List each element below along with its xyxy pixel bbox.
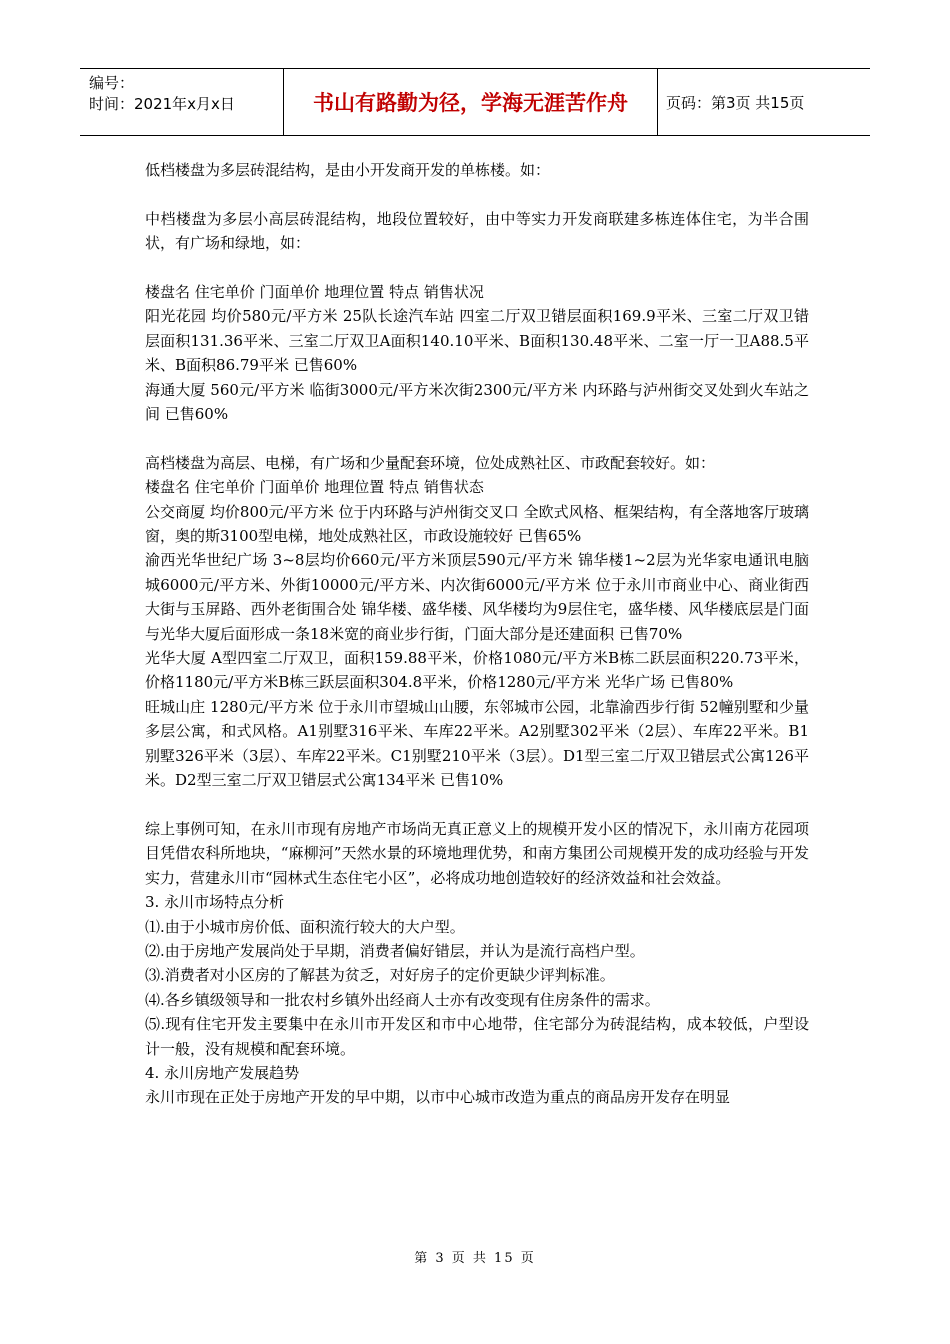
body-paragraph: 旺城山庄 1280元/平方米 位于永川市望城山山腰，东邻城市公园，北靠渝西步行街 52幢别墅和少量多层公寓，和式风格。A1别墅316平米、车库22平米。A2别墅302平米（2层）、车库22平米。B1别墅326平米（3层）、车库22平米。C1别墅210平米（3层）。D1型三室二厅双卫错层式公寓126平米。D2型三室二厅双卫错层式公寓134平米 已售10% bbox=[145, 697, 809, 790]
body-paragraph: ⑵.由于房地产发展尚处于早期，消费者偏好错层，并认为是流行高档户型。 bbox=[145, 941, 645, 960]
document-code-label: 编号： bbox=[89, 74, 135, 92]
body-paragraph: 光华大厦 A型四室二厅双卫，面积159.88平米，价格1080元/平方米B栋二跃层面积220.73平米，价格1180元/平方米B栋三跃层面积304.8平米，价格1280元/平方米 光华广场 已售80% bbox=[145, 649, 809, 692]
body-paragraph: 综上事例可知，在永川市现有房地产市场尚无真正意义上的规模开发小区的情况下，永川南方花园项目凭借农科所地块，“麻柳河”天然水景的环境地理优势，和南方集团公司规模开发的成功经验与开发实力，营建永川市“园林式生态住宅小区”，必将成功地创造较好的经济效益和社会效益。 bbox=[145, 819, 809, 887]
header-motto: 书山有路勤为径，学海无涯苦作舟 bbox=[313, 91, 628, 115]
body-paragraph: ⑸.现有住宅开发主要集中在永川市开发区和市中心地带，住宅部分为砖混结构，成本较低，户型设计一般，没有规模和配套环境。 bbox=[145, 1015, 809, 1058]
paragraph-spacer bbox=[145, 426, 809, 450]
body-paragraph: 楼盘名 住宅单价 门面单价 地理位置 特点 销售状况 bbox=[145, 283, 484, 301]
body-paragraph: 楼盘名 住宅单价 门面单价 地理位置 特点 销售状态 bbox=[145, 478, 484, 497]
body-paragraph: 高档楼盘为高层、电梯，有广场和少量配套环境，位处成熟社区、市政配套较好。如： bbox=[145, 453, 716, 472]
document-date-label: 时间：2021年x月x日 bbox=[89, 95, 235, 113]
body-paragraph: 低档楼盘为多层砖混结构，是由小开发商开发的单栋楼。如： bbox=[145, 161, 551, 179]
paragraph-spacer bbox=[145, 256, 809, 280]
header-motto-cell bbox=[284, 69, 658, 135]
header-page-number: 页码：第3页 共15页 bbox=[666, 93, 805, 112]
paragraph-spacer bbox=[145, 793, 809, 817]
footer-page-number: 第 3 页 共 15 页 bbox=[414, 1251, 536, 1266]
paragraph-spacer bbox=[145, 182, 809, 206]
body-paragraph: 中档楼盘为多层小高层砖混结构，地段位置较好，由中等实力开发商联建多栋连体住宅，为半合围状，有广场和绿地，如： bbox=[145, 209, 809, 253]
body-paragraph: 渝西光华世纪广场 3~8层均价660元/平方米顶层590元/平方米 锦华楼1~2层为光华家电通讯电脑城6000元/平方米、外街10000元/平方米、内次街6000元/平方米 位于永川市商业中心、商业街西大街与玉屏路、西外老街围合处 锦华楼、盛华楼、风华楼均为9层住宅，盛华楼、风华楼底层是门面与光华大厦后面形成一条18米宽的商业步行街，门面大部分是还建面积 已售70% bbox=[145, 551, 809, 643]
page-footer bbox=[0, 1247, 950, 1266]
body-paragraph: ⑴.由于小城市房价低、面积流行较大的大户型。 bbox=[145, 917, 465, 936]
body-paragraph: 3. 永川市场特点分析 bbox=[145, 893, 285, 912]
body-paragraph: 永川市现在正处于房地产开发的早中期，以市中心城市改造为重点的商品房开发存在明显 bbox=[145, 1088, 731, 1107]
document-body bbox=[145, 158, 809, 1110]
body-paragraph: ⑷.各乡镇级领导和一批农村乡镇外出经商人士亦有改变现有住房条件的需求。 bbox=[145, 990, 660, 1009]
body-paragraph: 4. 永川房地产发展趋势 bbox=[145, 1063, 300, 1082]
body-paragraph: 公交商厦 均价800元/平方米 位于内环路与泸州街交叉口 全欧式风格、框架结构，有全落地客厅玻璃窗，奥的斯3100型电梯，地处成熟社区，市政设施较好 已售65% bbox=[145, 502, 809, 546]
body-paragraph: 阳光花园 均价580元/平方米 25队长途汽车站 四室二厅双卫错层面积169.9平米、三室二厅双卫错层面积131.36平米、三室二厅双卫A面积140.10平米、B面积130.48平米、二室一厅一卫A88.5平米、B面积86.79平米 已售60% bbox=[145, 307, 809, 375]
body-paragraph: 海通大厦 560元/平方米 临街3000元/平方米次街2300元/平方米 内环路与泸州街交叉处到火车站之间 已售60% bbox=[145, 380, 809, 424]
page-header bbox=[80, 68, 870, 136]
header-meta-cell bbox=[80, 69, 284, 135]
header-page-cell bbox=[658, 69, 870, 135]
body-paragraph: ⑶.消费者对小区房的了解甚为贫乏，对好房子的定价更缺少评判标准。 bbox=[145, 966, 615, 985]
